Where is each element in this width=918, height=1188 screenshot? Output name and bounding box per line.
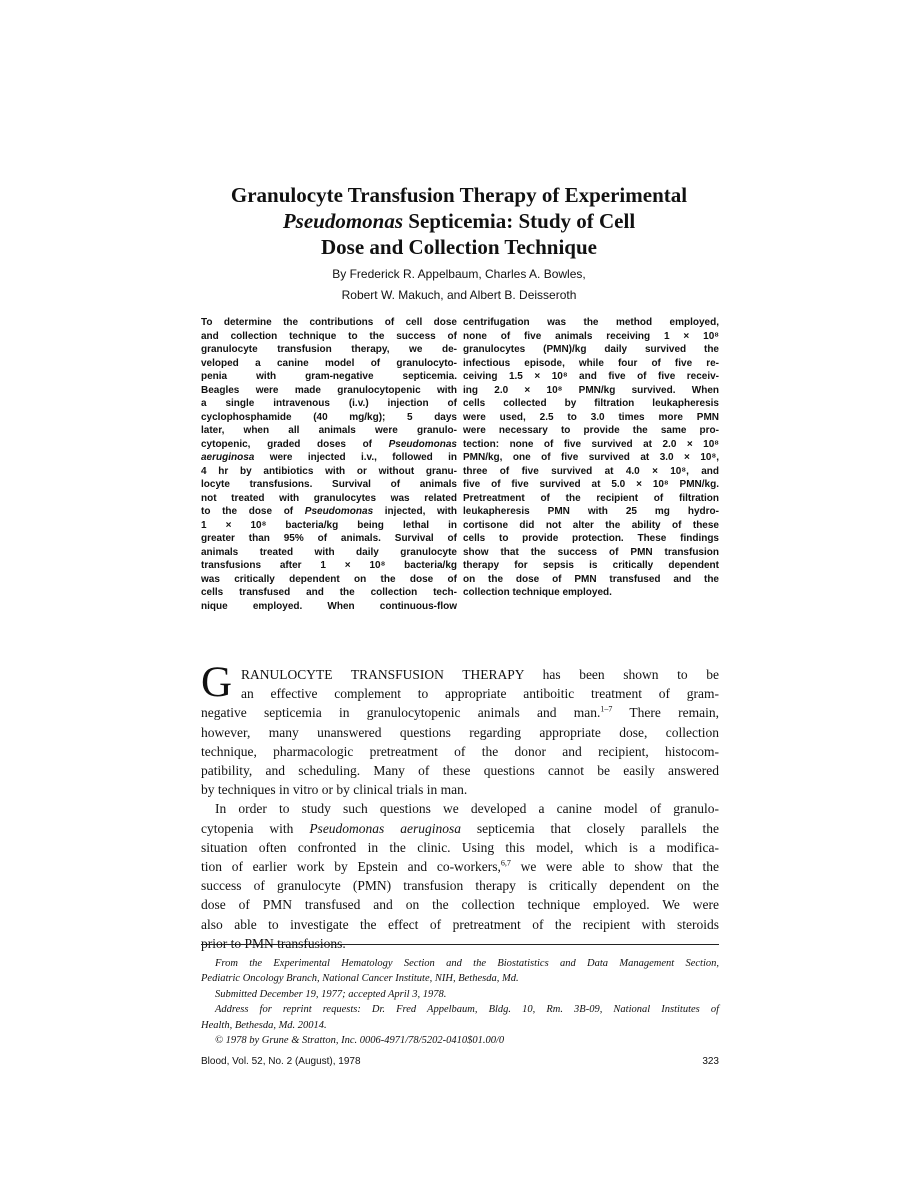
- drop-cap: G: [201, 659, 233, 706]
- title-line: Dose and Collection Technique: [321, 235, 597, 259]
- abstract-line: infectious episode, while four of five re-: [463, 357, 719, 369]
- abstract-line: show that the success of PMN transfusion: [463, 546, 719, 558]
- body-line: dose of PMN transfused and on the collection technique employed. We were: [201, 897, 719, 913]
- author-line: By Frederick R. Appelbaum, Charles A. Bowles,: [332, 267, 586, 281]
- abstract-line: not treated with granulocytes was related: [201, 492, 457, 504]
- body-text-span: septicemia that closely parallels the: [460, 820, 719, 836]
- page-number: 323: [702, 1056, 719, 1067]
- abstract-text-span: to the dose of: [201, 506, 305, 517]
- body-line: prior to PMN transfusions.: [201, 935, 346, 951]
- footnote-line: Address for reprint requests: Dr. Fred Appelbaum, Bldg. 10, Rm. 3B-09, National Institutes of: [215, 1004, 719, 1016]
- footnote-line: Health, Bethesda, Md. 20014.: [201, 1019, 327, 1031]
- abstract-line: cells collected by filtration leukapheresis: [463, 398, 719, 409]
- abstract-text-span: cytopenic, graded doses of: [201, 438, 389, 450]
- abstract-line: centrifugation was the method employed,: [463, 317, 719, 328]
- abstract-line: was critically dependent on the dose of: [201, 573, 457, 585]
- abstract-left-column: [201, 316, 457, 613]
- body-text-span: tion of earlier work by Epstein and co-workers,: [201, 859, 501, 875]
- abstract-line: later, when all animals were granulo-: [201, 425, 457, 436]
- body-text-span: negative septicemia in granulocytopenic animals and man.: [201, 705, 601, 721]
- abstract-line: animals treated with daily granulocyte: [201, 546, 457, 558]
- abstract-line: [201, 451, 457, 465]
- abstract-line: ing 2.0 × 10⁸ PMN/kg survived. When: [463, 384, 719, 396]
- footnote-line: Submitted December 19, 1977; accepted April 3, 1978.: [215, 988, 447, 1000]
- abstract-line: tection: none of five survived at 2.0 × 10⁸: [463, 438, 719, 450]
- abstract-line: 4 hr by antibiotics with or without granu-: [201, 465, 457, 477]
- body-text-span: There remain,: [612, 705, 719, 721]
- abstract-line: Beagles were made granulocytopenic with: [201, 384, 457, 396]
- body-line: [201, 703, 719, 722]
- title-italic: Pseudomonas: [282, 209, 404, 233]
- abstract-italic: Pseudomonas: [304, 506, 374, 517]
- abstract-line: were necessary to provide the same pro-: [463, 425, 719, 436]
- title-line: Granulocyte Transfusion Therapy of Experimental: [230, 183, 688, 207]
- abstract-line: To determine the contributions of cell dose: [201, 317, 457, 328]
- abstract-line: leukapheresis PMN with 25 mg hydro-: [463, 506, 719, 517]
- abstract-line: three of five survived at 4.0 × 10⁸, and: [463, 465, 719, 477]
- body-line: situation often confronted in the clinic. Using this model, which is a modifica-: [201, 839, 719, 855]
- abstract-italic: aeruginosa: [201, 452, 255, 463]
- abstract-line: locyte transfusions. Survival of animals: [201, 479, 457, 490]
- footnote-line: From the Experimental Hematology Section and the Biostatistics and Data Management Section,: [215, 958, 719, 969]
- body-line: In order to study such questions we developed a canine model of granulo-: [215, 801, 719, 817]
- abstract-line: cyclophosphamide (40 mg/kg); 5 days: [201, 411, 457, 423]
- body-line: [201, 819, 719, 838]
- journal-citation: Blood, Vol. 52, No. 2 (August), 1978: [201, 1056, 361, 1067]
- abstract-text-span: injected, with: [373, 506, 457, 517]
- footnote-line: Pediatric Oncology Branch, National Cancer Institute, NIH, Bethesda, Md.: [201, 973, 519, 985]
- title-line: [150, 208, 768, 234]
- abstract-text-span: were injected i.v., followed in: [254, 452, 457, 463]
- body-line: [201, 857, 719, 876]
- abstract-line: [201, 505, 457, 519]
- author-line: Robert W. Makuch, and Albert B. Deisseroth: [341, 288, 577, 302]
- abstract-line: greater than 95% of animals. Survival of: [201, 533, 457, 544]
- abstract-line: therapy for sepsis is critically dependent: [463, 560, 719, 571]
- body-italic: Pseudomonas aeruginosa: [309, 820, 461, 836]
- body-line: however, many unanswered questions regarding appropriate dose, collection: [201, 724, 719, 740]
- abstract-line: cortisone did not alter the ability of these: [463, 519, 719, 531]
- footnotes: [201, 956, 719, 1048]
- body-line: by techniques in vitro or by clinical trials in man.: [201, 782, 468, 798]
- abstract-line: were used, 2.5 to 3.0 times more PMN: [463, 411, 719, 423]
- abstract-italic: Pseudomonas: [388, 438, 457, 450]
- abstract-line: granulocyte transfusion therapy, we de-: [201, 344, 457, 355]
- abstract-line: veloped a canine model of granulocyto-: [201, 357, 457, 369]
- abstract-line: on the dose of PMN transfused and the: [463, 573, 719, 585]
- abstract-right-column: [463, 316, 719, 600]
- body-line: success of granulocyte (PMN) transfusion therapy is critically dependent on the: [201, 878, 719, 894]
- citation-superscript: 6,7: [500, 858, 511, 868]
- body-text-span: we were able to show that the: [510, 859, 719, 875]
- body-line: also able to investigate the effect of pretreatment of the recipient with steroids: [201, 916, 719, 932]
- abstract-line: cells transfused and the collection tech-: [201, 587, 457, 598]
- abstract-line: a single intravenous (i.v.) injection of: [201, 398, 457, 409]
- abstract-line: five of five survived at 5.0 × 10⁸ PMN/kg.: [463, 479, 719, 490]
- abstract-line: transfusions after 1 × 10⁸ bacteria/kg: [201, 560, 457, 571]
- body-text: [201, 659, 719, 953]
- footnote-line: © 1978 by Grune & Stratton, Inc. 0006-4971/78/5202-0410$01.00/0: [215, 1035, 505, 1047]
- footnote-divider: [201, 944, 719, 945]
- abstract-line: and collection technique to the success of: [201, 330, 457, 342]
- abstract-line: Pretreatment of the recipient of filtration: [463, 492, 719, 504]
- body-text-span: cytopenia with: [201, 820, 310, 836]
- abstract-line: nique employed. When continuous-flow: [201, 600, 457, 612]
- abstract-line: PMN/kg, one of five survived at 3.0 × 10⁸,: [463, 452, 719, 463]
- abstract-line: ceiving 1.5 × 10⁸ and five of five receiv-: [463, 371, 719, 382]
- body-line: RANULOCYTE TRANSFUSION THERAPY has been shown to be: [241, 667, 719, 682]
- abstract-line: [201, 438, 457, 452]
- abstract-line: penia with gram-negative septicemia.: [201, 371, 457, 382]
- citation-superscript: 1–7: [600, 704, 613, 714]
- title-text: Septicemia: Study of Cell: [403, 209, 636, 233]
- author-byline: [150, 264, 768, 306]
- body-line: an effective complement to appropriate antiboitic treatment of gram-: [241, 686, 719, 702]
- body-line: patibility, and scheduling. Many of these questions cannot be easily answered: [201, 763, 719, 779]
- abstract-line: 1 × 10⁸ bacteria/kg being lethal in: [201, 519, 457, 531]
- body-line: technique, pharmacologic pretreatment of the donor and recipient, histocom-: [201, 743, 719, 759]
- abstract-line: cells to provide protection. These findings: [463, 533, 719, 544]
- article-title: [150, 182, 768, 260]
- abstract-line: none of five animals receiving 1 × 10⁸: [463, 330, 719, 342]
- abstract-line: collection technique employed.: [463, 587, 612, 598]
- abstract-line: granulocytes (PMN)/kg daily survived the: [463, 344, 719, 355]
